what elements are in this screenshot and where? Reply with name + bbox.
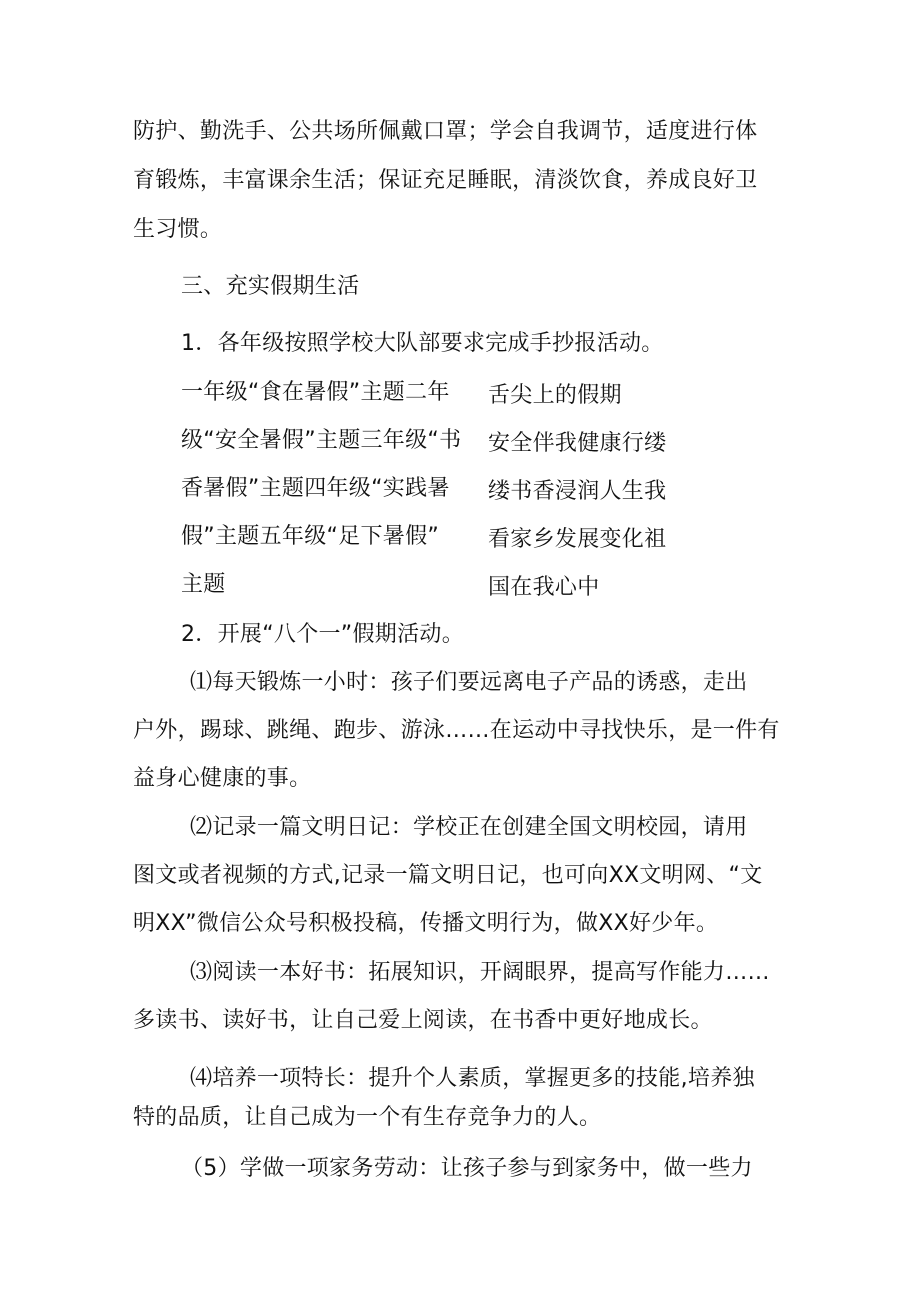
activity-line: 多读书、读好书，让自己爱上阅读，在书香中更好地成长。: [133, 1008, 713, 1033]
section-heading: 三、充实假期生活: [181, 274, 360, 299]
activity-line: ⑶阅读一本好书：拓展知识，开阔眼界，提高写作能力……: [190, 960, 770, 985]
activity-line: 益身心健康的事。: [133, 766, 312, 791]
theme-left-line: 一年级“食在暑假”主题二年: [181, 380, 450, 405]
activity-line: ⑷培养一项特长：提升个人素质，掌握更多的技能,培养独: [190, 1066, 755, 1091]
paragraph-line: 育锻炼，丰富课余生活；保证充足睡眠，清淡饮食，养成良好卫: [133, 168, 758, 193]
theme-right-line: 舌尖上的假期: [488, 383, 622, 408]
theme-left-line: 香暑假”主题四年级“实践暑: [181, 476, 450, 501]
activity-line: 特的品质，让自己成为一个有生存竞争力的人。: [133, 1105, 602, 1130]
theme-left-line: 假”主题五年级“足下暑假”: [181, 524, 440, 549]
theme-right-line: 缕书香浸润人生我: [488, 479, 667, 504]
item-title: 1．各年级按照学校大队部要求完成手抄报活动。: [181, 331, 664, 356]
theme-right-line: 看家乡发展变化祖: [488, 527, 667, 552]
theme-left-line: 主题: [181, 572, 226, 597]
activity-line: ⑵记录一篇文明日记：学校正在创建全国文明校园，请用: [190, 815, 748, 840]
item-title: 2．开展“八个一”假期活动。: [181, 622, 464, 647]
activity-line: ⑴每天锻炼一小时：孩子们要远离电子产品的诱惑，走出: [190, 670, 748, 695]
activity-line: （5）学做一项家务劳动：让孩子参与到家务中，做一些力: [181, 1156, 753, 1181]
theme-left-line: 级“安全暑假”主题三年级“书: [181, 428, 462, 453]
theme-right-line: 国在我心中: [488, 575, 600, 600]
paragraph-line: 生习惯。: [133, 217, 223, 242]
activity-line: 户外，踢球、跳绳、跑步、游泳……在运动中寻找快乐，是一件有: [133, 718, 780, 743]
paragraph-line: 防护、勤洗手、公共场所佩戴口罩；学会自我调节，适度进行体: [133, 119, 758, 144]
activity-line: 明XX”微信公众号积极投稿，传播文明行为，做XX好少年。: [133, 911, 719, 936]
activity-line: 图文或者视频的方式,记录一篇文明日记，也可向XX文明网、“文: [133, 863, 763, 888]
theme-right-line: 安全伴我健康行缕: [488, 431, 667, 456]
